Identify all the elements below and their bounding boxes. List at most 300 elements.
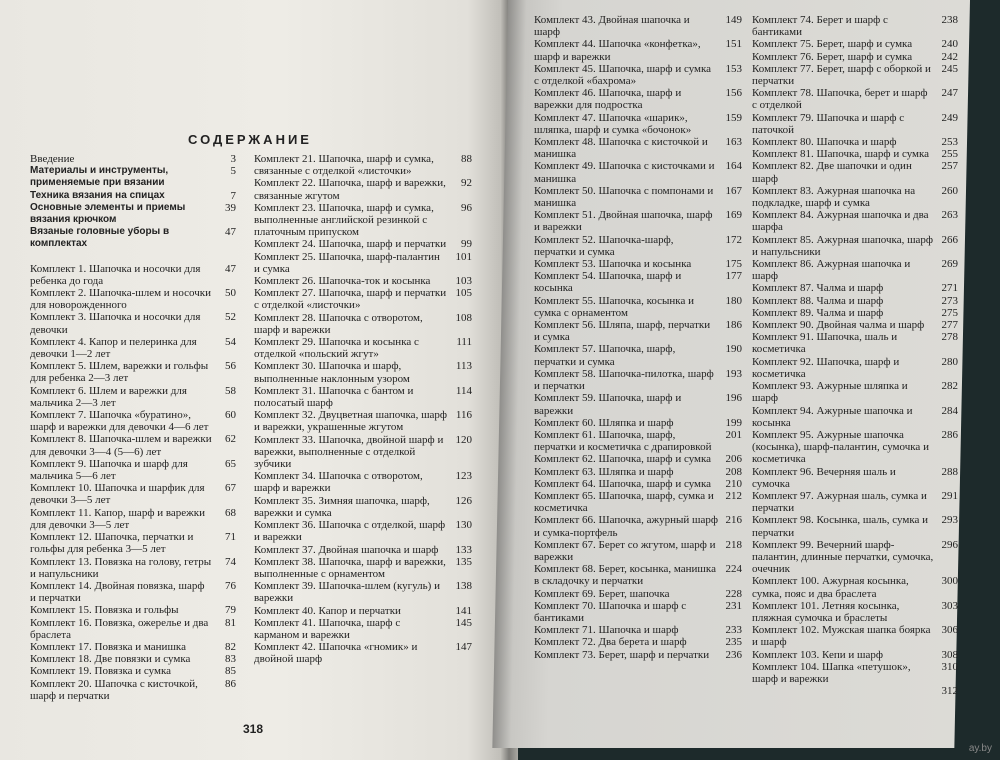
toc-entry <box>30 311 236 335</box>
toc-entry-page: 288 <box>941 465 958 478</box>
toc-entry <box>254 605 472 617</box>
toc-entry <box>254 519 472 543</box>
toc-entry-page: 96 <box>461 201 472 214</box>
toc-entry-page: 54 <box>225 335 236 348</box>
toc-entry-page: 47 <box>225 262 236 275</box>
toc-entry-page: 47 <box>225 226 236 239</box>
toc-entry-title: Комплект 81. Шапочка, шарф и сумка <box>752 148 930 161</box>
toc-entry-title: Комплект 54. Шапочка, шарф и косынка <box>534 270 682 295</box>
toc-entry <box>534 270 742 294</box>
toc-entry <box>30 263 236 287</box>
toc-entry-page: 253 <box>941 136 958 149</box>
toc-entry-title: Введение <box>30 153 75 165</box>
toc-entry-page: 306 <box>941 624 958 637</box>
toc-entry-page: 50 <box>225 287 236 300</box>
toc-entry-title: Комплект 67. Берет со жгутом, шарф и варежки <box>534 538 716 563</box>
toc-entry-page: 99 <box>461 238 472 251</box>
toc-entry-page: 126 <box>455 494 472 507</box>
toc-entry-page: 7 <box>230 189 236 202</box>
toc-entry <box>534 258 742 270</box>
toc-entry-page: 113 <box>455 360 472 373</box>
toc-entry-page: 277 <box>941 319 958 332</box>
toc-entry <box>30 360 236 384</box>
toc-entry-page: 310 <box>941 660 958 673</box>
toc-entry-title: Комплект 77. Берет, шарф с оборкой и перчатки <box>752 62 931 88</box>
toc-entry <box>30 507 236 531</box>
toc-entry-title: Комплект 48. Шапочка с кисточкой и манишка <box>534 136 708 161</box>
toc-entry-title: Комплект 51. Двойная шапочка, шарф и варежки <box>534 209 713 234</box>
toc-entry-page: 111 <box>456 336 472 349</box>
toc-entry <box>752 63 958 87</box>
toc-entry-title: Комплект 25. Шапочка, шарф-палантин и сумка <box>254 250 440 275</box>
toc-entry <box>30 482 236 506</box>
toc-entry <box>752 331 958 355</box>
toc-entry <box>752 490 958 514</box>
toc-entry-title: Комплект 59. Шапочка, шарф и варежки <box>534 392 682 417</box>
toc-entry-page: 169 <box>725 209 742 222</box>
toc-entry <box>752 51 958 63</box>
toc-entry <box>752 466 958 490</box>
toc-entry-page: 282 <box>941 380 958 393</box>
toc-entry-title: Комплект 38. Шапочка, шарф и варежки, выполненные с орнаментом <box>254 555 446 580</box>
toc-entry-title: Комплект 89. Чалма и шарф <box>752 306 884 319</box>
toc-entry-page: 206 <box>725 453 742 466</box>
toc-entry-page: 293 <box>941 514 958 527</box>
toc-entry-page: 196 <box>725 392 742 405</box>
toc-entry <box>534 636 742 648</box>
toc-entry <box>30 604 236 616</box>
toc-entry-page: 116 <box>455 409 472 422</box>
toc-entry-page: 62 <box>225 433 236 446</box>
toc-entry <box>534 490 742 514</box>
toc-entry-title: Комплект 104. Шапка «петушок», шарф и варежки <box>752 660 911 685</box>
toc-entry <box>254 177 472 201</box>
toc-entry-title: Комплект 78. Шапочка, берет и шарф с отделкой <box>752 87 928 112</box>
toc-entry-title: Комплект 101. Летняя косынка, пляжная сумочка и браслеты <box>752 599 900 624</box>
toc-entry <box>534 453 742 465</box>
toc-entry <box>534 649 742 661</box>
toc-entry <box>534 63 742 87</box>
toc-entry <box>30 665 236 677</box>
toc-entry-page: 149 <box>725 14 742 26</box>
toc-entry-page: 235 <box>725 636 742 649</box>
toc-entry-page: 60 <box>225 409 236 422</box>
toc-entry <box>254 470 472 494</box>
toc-entry-title: Комплект 37. Двойная шапочка и шарф <box>254 543 439 556</box>
toc-entry-title: Комплект 61. Шапочка, шарф, перчатки и косметичка с драпировкой <box>534 428 712 454</box>
toc-entry-title: Комплект 34. Шапочка с отворотом, шарф и варежки <box>254 470 423 495</box>
toc-entry-page: 147 <box>455 641 472 654</box>
toc-entry <box>30 678 236 702</box>
toc-entry-page: 271 <box>941 282 958 295</box>
toc-entry <box>752 514 958 538</box>
toc-entry-page: 52 <box>225 311 236 324</box>
toc-entry-title: Комплект 80. Шапочка и шарф <box>752 136 897 149</box>
toc-entry-title: Комплект 62. Шапочка, шарф и сумка <box>534 453 712 466</box>
toc-entry-page: 76 <box>225 579 236 592</box>
toc-entry-title: Комплект 41. Шапочка, шарф с карманом и варежки <box>254 616 401 641</box>
toc-entry-title: Комплект 52. Шапочка-шарф, перчатки и сумка <box>534 233 674 258</box>
toc-entry-page: 71 <box>225 531 236 544</box>
toc-entry-title: Комплект 22. Шапочка, шарф и варежки, связанные жгутом <box>254 177 446 202</box>
toc-entry <box>254 153 472 177</box>
toc-entry-page: 236 <box>725 648 742 661</box>
toc-entry-title: Комплект 70. Шапочка и шарф с бантиками <box>534 599 687 624</box>
toc-entry <box>752 624 958 648</box>
toc-entry-page: 79 <box>225 604 236 617</box>
toc-entry <box>752 160 958 184</box>
toc-entry-title: Комплект 56. Шляпа, шарф, перчатки и сумка <box>534 319 711 344</box>
toc-entry-page: 164 <box>725 160 742 173</box>
toc-entry-page: 257 <box>941 160 958 173</box>
toc-entry-title: Комплект 55. Шапочка, косынка и сумка с орнаментом <box>534 294 694 319</box>
toc-entry-page: 68 <box>225 506 236 519</box>
toc-entry-title: Комплект 23. Шапочка, шарф и сумка, выполненные английской резинкой с платочным припуском <box>254 201 434 239</box>
toc-entry-page: 151 <box>725 38 742 51</box>
toc-entry-title: Комплект 6. Шлем и варежки для мальчика 2—3 лет <box>30 384 187 409</box>
toc-entry-title: Комплект 10. Шапочка и шарфик для девочки 3—5 лет <box>30 482 205 507</box>
toc-entry <box>534 112 742 136</box>
toc-entry <box>534 136 742 160</box>
toc-entry <box>254 544 472 556</box>
toc-entry-title: Комплект 29. Шапочка и косынка с отделкой «польский жгут» <box>254 336 419 361</box>
toc-entry-title: Комплект 49. Шапочка с кисточками и манишка <box>534 160 715 185</box>
toc-entry-title: Комплект 94. Ажурные шапочка и косынка <box>752 404 913 429</box>
toc-entry <box>534 624 742 636</box>
toc-entry-title: Комплект 45. Шапочка, шарф и сумка с отделкой «бахрома» <box>534 62 712 88</box>
toc-entry-page: 39 <box>225 201 236 214</box>
toc-entry <box>752 319 958 331</box>
toc-entry-title: Комплект 12. Шапочка, перчатки и гольфы для ребенка 3—5 лет <box>30 531 194 556</box>
toc-entry-title: Комплект 14. Двойная повязка, шарф и перчатки <box>30 579 205 605</box>
toc-entry-title: Комплект 57. Шапочка, шарф, перчатки и сумка <box>534 343 676 368</box>
toc-entry <box>534 185 742 209</box>
toc-entry <box>752 14 958 38</box>
toc-entry <box>254 336 472 360</box>
toc-entry-page: 81 <box>225 616 236 629</box>
toc-entry-page: 286 <box>941 428 958 441</box>
toc-entry <box>534 87 742 111</box>
toc-column-4 <box>752 14 958 697</box>
toc-entry <box>752 356 958 380</box>
toc-entry-title: Комплект 90. Двойная чалма и шарф <box>752 319 925 332</box>
toc-entry-title: Материалы и инструменты, применяемые при вязании <box>30 165 169 189</box>
toc-entry <box>30 287 236 311</box>
section-gap <box>30 251 236 263</box>
toc-entry-page: 167 <box>725 184 742 197</box>
toc-entry-title: Комплект 28. Шапочка с отворотом, шарф и варежки <box>254 311 423 336</box>
toc-entry <box>534 478 742 490</box>
toc-entry <box>30 556 236 580</box>
toc-entry-page: 260 <box>941 184 958 197</box>
toc-entry <box>752 405 958 429</box>
toc-entry <box>752 136 958 148</box>
toc-entry <box>30 531 236 555</box>
toc-entry <box>534 392 742 416</box>
toc-entry-page: 308 <box>941 648 958 661</box>
toc-entry-title: Комплект 75. Берет, шарф и сумка <box>752 38 913 51</box>
toc-entry-title: Комплект 31. Шапочка с бантом и полосатый шарф <box>254 384 414 410</box>
toc-entry <box>254 238 472 250</box>
toc-entry <box>30 190 236 202</box>
toc-entry <box>752 429 958 466</box>
toc-heading: СОДЕРЖАНИЕ <box>188 132 312 147</box>
toc-entry-title: Комплект 47. Шапочка «шарик», шляпка, шарф и сумка «бочонок» <box>534 111 692 136</box>
toc-entry <box>534 600 742 624</box>
toc-entry-page: 269 <box>941 258 958 271</box>
toc-entry <box>752 649 958 661</box>
toc-entry-page: 83 <box>225 653 236 666</box>
toc-entry-page: 273 <box>941 294 958 307</box>
toc-entry <box>752 575 958 599</box>
toc-entry <box>254 385 472 409</box>
toc-entry-page: 238 <box>941 14 958 26</box>
toc-entry-title: Комплект 63. Шляпка и шарф <box>534 465 674 478</box>
toc-entry <box>534 429 742 453</box>
toc-entry-page: 300 <box>941 575 958 588</box>
toc-entry-title: Комплект 40. Капор и перчатки <box>254 604 401 617</box>
toc-entry-title: Комплект 79. Шапочка и шарф с паточкой <box>752 111 905 136</box>
toc-entry-title: Комплект 4. Капор и пелеринка для девочки 1—2 лет <box>30 335 197 361</box>
toc-entry-title: Комплект 42. Шапочка «гномик» и двойной шарф <box>254 641 418 666</box>
toc-entry-page: 312 <box>941 685 958 698</box>
toc-entry-title: Комплект 69. Берет, шапочка <box>534 587 670 600</box>
watermark: ay.by <box>968 743 992 754</box>
toc-entry <box>534 343 742 367</box>
toc-entry-page: 296 <box>941 538 958 551</box>
toc-entry-title: Комплект 8. Шапочка-шлем и варежки для девочки 3—4 (5—6) лет <box>30 433 212 458</box>
toc-entry-title: Комплект 96. Вечерняя шаль и сумочка <box>752 465 896 490</box>
toc-entry-page: 284 <box>941 404 958 417</box>
toc-entry-title: Комплект 74. Берет и шарф с бантиками <box>752 14 888 39</box>
toc-entry-title: Комплект 32. Двуцветная шапочка, шарф и варежки, украшенные жгутом <box>254 409 448 434</box>
toc-entry-title: Комплект 20. Шапочка с кисточкой, шарф и перчатки <box>30 677 198 702</box>
toc-entry <box>752 282 958 294</box>
toc-entry-title: Техника вязания на спицах <box>30 189 165 201</box>
toc-entry <box>30 165 236 189</box>
toc-entry <box>752 307 958 319</box>
toc-entry-title: Комплект 11. Капор, шарф и варежки для девочки 3—5 лет <box>30 506 205 531</box>
toc-entry <box>30 641 236 653</box>
toc-entry-page: 199 <box>725 416 742 429</box>
toc-entry <box>752 661 958 685</box>
toc-entry-title: Комплект 72. Два берета и шарф <box>534 636 687 649</box>
toc-entry-page: 186 <box>725 319 742 332</box>
toc-entry <box>254 251 472 275</box>
toc-entry-page: 245 <box>941 62 958 75</box>
toc-entry <box>752 148 958 160</box>
toc-entry-page: 280 <box>941 355 958 368</box>
toc-entry-page: 228 <box>725 587 742 600</box>
toc-entry-page: 3 <box>230 153 236 165</box>
toc-entry-page: 82 <box>225 640 236 653</box>
toc-entry <box>30 617 236 641</box>
toc-entry-page: 249 <box>941 111 958 124</box>
toc-entry-page: 278 <box>941 331 958 344</box>
toc-entry-page: 88 <box>461 153 472 165</box>
toc-column-2 <box>254 153 472 666</box>
toc-entry-page: 135 <box>455 555 472 568</box>
toc-entry <box>534 539 742 563</box>
toc-column-1 <box>30 153 236 702</box>
toc-entry-page: 247 <box>941 87 958 100</box>
toc-entry <box>254 617 472 641</box>
toc-entry <box>254 275 472 287</box>
toc-entry-page: 177 <box>725 270 742 283</box>
toc-entry <box>534 295 742 319</box>
toc-entry-title: Комплект 3. Шапочка и носочки для девочки <box>30 311 201 336</box>
toc-entry-page: 190 <box>725 343 742 356</box>
toc-entry <box>534 417 742 429</box>
toc-entry-page: 153 <box>725 62 742 75</box>
toc-entry-title: Комплект 5. Шлем, варежки и гольфы для ребенка 2—3 лет <box>30 360 209 385</box>
toc-entry-title: Комплект 91. Шапочка, шаль и косметичка <box>752 331 898 356</box>
toc-entry <box>752 685 958 697</box>
toc-entry-title: Комплект 2. Шапочка-шлем и носочки для новорожденного <box>30 287 211 312</box>
toc-entry-page: 105 <box>455 287 472 300</box>
toc-entry-title: Комплект 50. Шапочка с помпонами и манишка <box>534 184 714 210</box>
toc-entry-page: 86 <box>225 677 236 690</box>
toc-entry-title: Комплект 98. Косынка, шаль, сумка и перчатки <box>752 514 929 539</box>
toc-entry <box>534 563 742 587</box>
toc-entry-title: Комплект 1. Шапочка и носочки для ребенка до года <box>30 262 201 287</box>
toc-entry <box>30 433 236 457</box>
toc-entry-page: 275 <box>941 306 958 319</box>
toc-entry-page: 201 <box>725 428 742 441</box>
toc-entry <box>254 287 472 311</box>
toc-entry <box>752 234 958 258</box>
toc-entry <box>30 153 236 165</box>
toc-entry <box>30 409 236 433</box>
toc-entry-page: 263 <box>941 209 958 222</box>
toc-entry <box>30 226 236 250</box>
toc-entry-title: Комплект 39. Шапочка-шлем (кугуль) и варежки <box>254 580 440 605</box>
toc-entry-page: 85 <box>225 665 236 678</box>
toc-entry-page: 216 <box>725 514 742 527</box>
toc-entry <box>30 385 236 409</box>
page-number: 318 <box>243 722 264 736</box>
toc-entry-page: 172 <box>725 233 742 246</box>
toc-entry <box>752 185 958 209</box>
toc-entry <box>30 653 236 665</box>
toc-column-3 <box>534 14 742 661</box>
toc-entry <box>752 258 958 282</box>
toc-entry-title: Основные элементы и приемы вязания крючком <box>30 201 186 226</box>
toc-entry-page: 159 <box>725 111 742 124</box>
toc-entry-page: 210 <box>725 477 742 490</box>
toc-entry-page: 240 <box>941 38 958 51</box>
toc-entry <box>534 588 742 600</box>
toc-entry-page: 242 <box>941 50 958 63</box>
toc-entry <box>752 38 958 50</box>
toc-entry <box>752 380 958 404</box>
toc-entry <box>534 14 742 38</box>
toc-entry-page: 133 <box>455 543 472 556</box>
toc-entry-page: 193 <box>725 367 742 380</box>
toc-entry <box>30 580 236 604</box>
toc-entry-title: Комплект 92. Шапочка, шарф и косметичка <box>752 355 900 380</box>
toc-entry-title: Комплект 35. Зимняя шапочка, шарф, варежки и сумка <box>254 494 430 519</box>
toc-entry <box>30 458 236 482</box>
toc-entry-page: 163 <box>725 136 742 149</box>
toc-entry-title <box>752 685 934 697</box>
toc-entry-page: 156 <box>725 87 742 100</box>
toc-entry-title: Комплект 87. Чалма и шарф <box>752 282 884 295</box>
toc-entry-title: Комплект 17. Повязка и манишка <box>30 640 186 653</box>
toc-entry <box>534 38 742 62</box>
toc-entry-page: 255 <box>941 148 958 161</box>
toc-entry-title: Комплект 99. Вечерний шарф-палантин, длинные перчатки, сумочка, очечник <box>752 538 934 576</box>
toc-entry-title: Комплект 13. Повязка на голову, гетры и напульсники <box>30 555 212 580</box>
toc-entry <box>752 600 958 624</box>
toc-entry-title: Комплект 68. Берет, косынка, манишка в складочку и перчатки <box>534 563 716 588</box>
toc-entry-title: Комплект 85. Ажурная шапочка, шарф и напульсники <box>752 233 934 258</box>
toc-entry-title: Комплект 19. Повязка и сумка <box>30 665 172 678</box>
toc-entry <box>254 409 472 433</box>
toc-entry-title: Комплект 97. Ажурная шаль, сумка и перчатки <box>752 489 927 515</box>
toc-entry-page: 224 <box>725 563 742 576</box>
toc-entry <box>30 202 236 226</box>
toc-entry-title: Комплект 53. Шапочка и косынка <box>534 258 692 271</box>
toc-entry-title: Комплект 30. Шапочка и шарф, выполненные наклонным узором <box>254 360 410 385</box>
toc-entry <box>254 580 472 604</box>
toc-entry-page: 233 <box>725 624 742 637</box>
toc-entry-page: 138 <box>455 580 472 593</box>
toc-entry-title: Комплект 103. Кепи и шарф <box>752 648 883 661</box>
toc-entry <box>254 312 472 336</box>
toc-entry-title: Комплект 64. Шапочка, шарф и сумка <box>534 477 712 490</box>
toc-entry-page: 141 <box>455 604 472 617</box>
toc-entry-page: 212 <box>725 489 742 502</box>
toc-entry-page: 58 <box>225 384 236 397</box>
toc-entry <box>534 209 742 233</box>
toc-entry-title: Комплект 102. Мужская шапка боярка и шарф <box>752 624 931 649</box>
toc-entry-title: Комплект 27. Шапочка, шарф и перчатки с отделкой «листочки» <box>254 287 447 312</box>
toc-entry <box>534 514 742 538</box>
toc-entry <box>534 368 742 392</box>
toc-entry-title: Комплект 15. Повязка и гольфы <box>30 604 179 617</box>
toc-entry <box>752 87 958 111</box>
toc-entry-page: 291 <box>941 489 958 502</box>
toc-entry <box>254 641 472 665</box>
toc-entry-page: 114 <box>455 384 472 397</box>
toc-entry-page: 56 <box>225 360 236 373</box>
toc-entry <box>534 466 742 478</box>
toc-entry-title: Комплект 24. Шапочка, шарф и перчатки <box>254 238 447 251</box>
toc-entry <box>534 319 742 343</box>
toc-entry-title: Комплект 93. Ажурные шляпка и шарф <box>752 380 908 405</box>
toc-entry <box>30 336 236 360</box>
toc-entry-title: Комплект 58. Шапочка-пилотка, шарф и перчатки <box>534 367 714 393</box>
toc-entry-page: 303 <box>941 599 958 612</box>
toc-entry-title: Комплект 88. Чалма и шарф <box>752 294 884 307</box>
toc-entry-title: Комплект 86. Ажурная шапочка и шарф <box>752 258 911 283</box>
toc-entry-page: 208 <box>725 465 742 478</box>
toc-entry <box>752 112 958 136</box>
toc-entry-title: Комплект 100. Ажурная косынка, сумка, пояс и два браслета <box>752 575 909 600</box>
toc-entry-title: Комплект 60. Шляпка и шарф <box>534 416 674 429</box>
toc-entry-page: 145 <box>455 616 472 629</box>
toc-entry-title: Комплект 65. Шапочка, шарф, сумка и косметичка <box>534 489 714 515</box>
toc-entry <box>534 160 742 184</box>
toc-entry <box>752 539 958 576</box>
toc-entry-title: Комплект 33. Шапочка, двойной шарф и варежки, выполненные с отделкой зубчики <box>254 433 444 471</box>
toc-entry-page: 123 <box>455 470 472 483</box>
toc-entry <box>254 495 472 519</box>
toc-entry-title: Комплект 82. Две шапочки и один шарф <box>752 160 912 185</box>
toc-entry-title: Комплект 44. Шапочка «конфетка», шарф и варежки <box>534 38 701 63</box>
toc-entry <box>254 434 472 471</box>
